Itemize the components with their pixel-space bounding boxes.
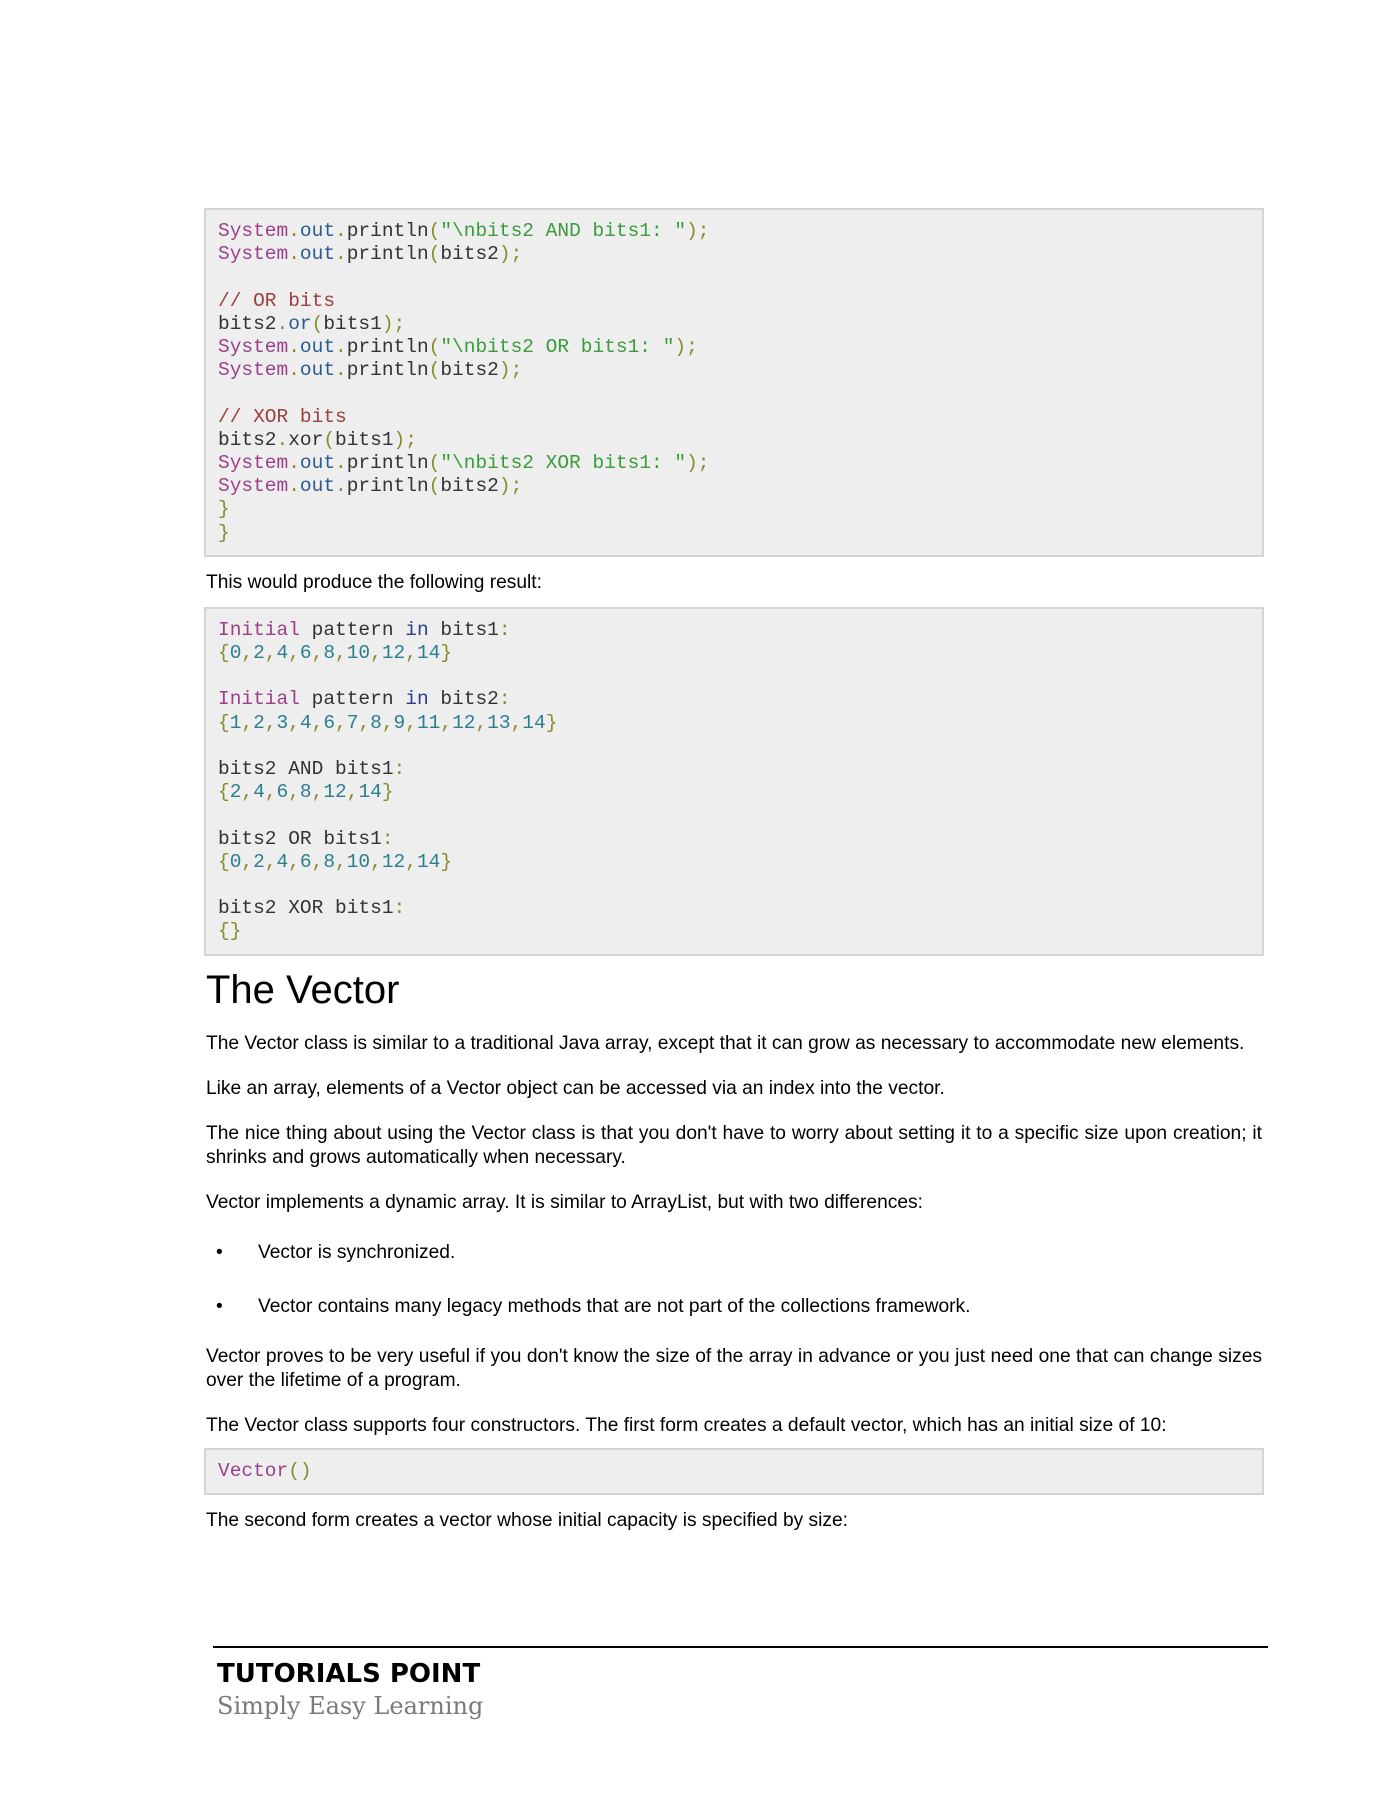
code-token: . xyxy=(335,336,347,358)
code-token: println xyxy=(346,475,429,498)
code-line xyxy=(218,851,1250,874)
code-token: 14 xyxy=(416,850,441,873)
code-token: , xyxy=(264,711,277,734)
code-token: bits1 xyxy=(335,428,394,451)
list-item xyxy=(204,1241,1264,1265)
code-token: , xyxy=(311,850,324,873)
page-footer xyxy=(213,1646,1268,1722)
footer-tagline: Simply Easy Learning xyxy=(217,1692,484,1720)
code-token: System xyxy=(218,336,289,358)
code-token: , xyxy=(346,781,359,804)
code-line xyxy=(218,712,1250,735)
paragraph-second-form: The second form creates a vector whose initial capacity is specified by size: xyxy=(206,1509,849,1531)
code-token: 2 xyxy=(253,711,265,734)
code-token: } xyxy=(440,850,453,873)
page-content xyxy=(204,208,1264,1533)
code-token: bits1 xyxy=(323,312,382,335)
code-token: ); xyxy=(381,312,406,335)
code-token: pattern xyxy=(299,688,406,711)
code-token: bits2 xyxy=(218,428,277,451)
code-token: out xyxy=(299,359,336,382)
code-line xyxy=(218,429,1250,452)
code-line xyxy=(218,266,1250,289)
code-token: , xyxy=(510,711,523,734)
code-token: ); xyxy=(498,359,523,382)
code-token: , xyxy=(241,642,254,665)
code-token: } xyxy=(218,498,230,521)
code-token: in xyxy=(405,688,429,711)
code-token: ( xyxy=(428,475,441,498)
code-token: . xyxy=(335,452,347,474)
code-token: 10 xyxy=(346,642,371,665)
code-token: 9 xyxy=(393,711,406,734)
bullet-icon: • xyxy=(216,1241,223,1263)
code-token: Vector xyxy=(218,1459,289,1482)
code-token: , xyxy=(311,781,324,804)
code-token: . xyxy=(288,359,300,382)
code-token: 11 xyxy=(416,711,441,734)
code-token: () xyxy=(288,1459,312,1482)
code-token: : xyxy=(393,897,406,920)
code-line xyxy=(218,804,1250,827)
code-line xyxy=(218,897,1250,920)
code-token: "\nbits2 XOR bits1: " xyxy=(440,452,687,474)
list-item-text: Vector is synchronized. xyxy=(258,1241,456,1263)
code-token: , xyxy=(405,711,417,734)
paragraph-vector-useful: Vector proves to be very useful if you don't know the size of the array in advance or you just need one that can change sizes over the lifetime of a program. xyxy=(206,1345,1262,1391)
code-token: , xyxy=(405,850,417,873)
code-token: println xyxy=(346,452,429,474)
code-token: { xyxy=(218,781,230,804)
code-token: out xyxy=(299,475,336,498)
code-token: System xyxy=(218,475,289,498)
code-block-constructor xyxy=(204,1448,1264,1495)
code-token: 0 xyxy=(229,642,242,665)
code-token: 12 xyxy=(323,781,347,804)
code-token: out xyxy=(299,336,336,358)
code-token: . xyxy=(288,243,300,266)
section-heading: The Vector xyxy=(206,967,400,1012)
code-token: bits2 xyxy=(440,359,499,382)
code-token: ( xyxy=(428,336,441,358)
code-token: // XOR bits xyxy=(218,405,347,428)
code-token: bits2 XOR bits1 xyxy=(218,897,394,920)
code-token: { xyxy=(218,711,230,734)
code-token: 14 xyxy=(358,781,382,804)
code-token: ); xyxy=(674,336,698,358)
code-token: , xyxy=(335,711,347,734)
code-line xyxy=(218,382,1250,405)
code-token: 10 xyxy=(346,850,371,873)
code-token: println xyxy=(346,336,429,358)
code-token: 3 xyxy=(276,711,289,734)
code-token: System xyxy=(218,243,289,266)
code-line xyxy=(218,243,1250,266)
code-token: 12 xyxy=(381,850,406,873)
code-token: } xyxy=(440,642,453,665)
code-token: ); xyxy=(498,475,523,498)
code-token: , xyxy=(288,850,300,873)
code-line xyxy=(218,665,1250,688)
paragraph-vector-resize: The nice thing about using the Vector class is that you don't have to worry about setting it to a specific size upon creation; it shrinks and grows automatically when necessary. xyxy=(206,1122,1262,1168)
code-token: out xyxy=(299,243,336,266)
code-token: bits2 xyxy=(440,475,499,498)
code-token: , xyxy=(241,711,254,734)
code-token: , xyxy=(264,781,277,804)
code-token: 6 xyxy=(299,850,312,873)
code-token: 13 xyxy=(487,711,511,734)
list-item xyxy=(204,1295,1264,1319)
code-token: 12 xyxy=(381,642,406,665)
code-token: ( xyxy=(428,359,441,382)
code-token: . xyxy=(276,428,289,451)
code-token: System xyxy=(218,359,289,382)
code-token: , xyxy=(475,711,488,734)
code-token: ( xyxy=(323,428,336,451)
code-token: 12 xyxy=(452,711,476,734)
code-line xyxy=(218,290,1250,313)
paragraph-vector-dynamic: Vector implements a dynamic array. It is similar to ArrayList, but with two differences: xyxy=(206,1191,923,1213)
code-token: . xyxy=(288,475,300,498)
paragraph-vector-constructors: The Vector class supports four constructors. The first form creates a default vector, which has an initial size of 10: xyxy=(206,1414,1167,1436)
code-line xyxy=(218,828,1250,851)
code-line xyxy=(218,758,1250,781)
code-token: } xyxy=(218,521,230,544)
code-token: { xyxy=(218,850,230,873)
code-line xyxy=(218,220,1250,243)
code-token: : xyxy=(498,688,511,711)
code-token: ); xyxy=(686,220,710,242)
code-token: , xyxy=(370,642,382,665)
code-token: // OR bits xyxy=(218,289,336,312)
code-token: 8 xyxy=(323,642,336,665)
code-line xyxy=(218,1460,1250,1483)
code-token: , xyxy=(335,850,347,873)
code-token: "\nbits2 OR bits1: " xyxy=(440,336,675,358)
code-token: println xyxy=(346,243,429,266)
code-token: 8 xyxy=(323,850,336,873)
code-token: 6 xyxy=(299,642,312,665)
code-token: : xyxy=(498,618,511,641)
code-token: 2 xyxy=(229,781,242,804)
paragraph-vector-index: Like an array, elements of a Vector object can be accessed via an index into the vector. xyxy=(206,1077,945,1099)
code-token: Initial xyxy=(218,618,300,641)
code-token: } xyxy=(381,781,394,804)
code-token: ); xyxy=(393,428,417,451)
code-line xyxy=(218,452,1250,475)
code-token: bits2 xyxy=(218,312,277,335)
code-token: 6 xyxy=(276,781,289,804)
code-token: ( xyxy=(428,220,441,242)
code-token: , xyxy=(288,781,300,804)
code-token: . xyxy=(288,452,300,474)
code-token: , xyxy=(264,850,277,873)
code-token: . xyxy=(335,243,347,266)
code-token: 4 xyxy=(276,850,289,873)
code-token: . xyxy=(288,336,300,358)
code-token: , xyxy=(264,642,277,665)
code-line xyxy=(218,735,1250,758)
code-line xyxy=(218,336,1250,359)
code-token: ( xyxy=(428,243,441,266)
code-line xyxy=(218,688,1250,711)
code-token: out xyxy=(299,452,336,474)
code-token: Initial xyxy=(218,688,300,711)
code-token: bits2 xyxy=(428,688,499,711)
code-token: , xyxy=(335,642,347,665)
code-block-output xyxy=(204,607,1264,956)
code-token: bits2 OR bits1 xyxy=(218,827,382,850)
code-line xyxy=(218,781,1250,804)
code-token: , xyxy=(358,711,371,734)
code-token: 0 xyxy=(229,850,242,873)
code-token: . xyxy=(335,220,347,242)
code-token: or xyxy=(288,312,312,335)
code-block-bitset-ops xyxy=(204,208,1264,557)
code-token: System xyxy=(218,220,289,242)
code-token: 14 xyxy=(522,711,546,734)
code-token: . xyxy=(276,312,289,335)
code-token: 2 xyxy=(253,642,265,665)
code-token: : xyxy=(393,758,406,780)
code-token: , xyxy=(370,850,382,873)
code-line xyxy=(218,874,1250,897)
code-line xyxy=(218,642,1250,665)
code-token: xor xyxy=(288,428,324,451)
code-token: 8 xyxy=(370,711,382,734)
code-line xyxy=(218,619,1250,642)
code-token: 8 xyxy=(299,781,312,804)
code-token: pattern xyxy=(299,618,406,641)
code-token: out xyxy=(299,220,336,242)
code-token: , xyxy=(288,711,300,734)
code-line xyxy=(218,313,1250,336)
code-token: 4 xyxy=(253,781,265,804)
code-token: println xyxy=(346,220,429,242)
code-token: in xyxy=(405,618,429,641)
code-token: 6 xyxy=(323,711,336,734)
differences-list xyxy=(204,1241,1264,1319)
code-token: bits1 xyxy=(428,618,499,641)
code-token: 4 xyxy=(299,711,312,734)
list-item-text: Vector contains many legacy methods that are not part of the collections framework. xyxy=(258,1295,971,1317)
code-token: 4 xyxy=(276,642,289,665)
code-token: . xyxy=(288,220,300,242)
code-token: , xyxy=(405,642,417,665)
code-token: 1 xyxy=(229,711,242,734)
footer-brand: TUTORIALS POINT xyxy=(217,1659,481,1689)
code-token: , xyxy=(288,642,300,665)
code-token: . xyxy=(335,475,347,498)
code-line xyxy=(218,359,1250,382)
code-token: , xyxy=(311,642,324,665)
code-token: , xyxy=(311,711,324,734)
code-token: , xyxy=(440,711,453,734)
result-intro-text: This would produce the following result: xyxy=(206,571,542,593)
code-token: 2 xyxy=(253,850,265,873)
code-token: { xyxy=(218,642,230,665)
code-token: : xyxy=(381,827,394,850)
code-token: , xyxy=(241,850,254,873)
code-line xyxy=(218,522,1250,545)
code-token: bits2 AND bits1 xyxy=(218,758,394,780)
code-line xyxy=(218,920,1250,943)
code-token: } xyxy=(545,711,558,734)
code-token: "\nbits2 AND bits1: " xyxy=(440,220,687,242)
code-token: 14 xyxy=(416,642,441,665)
code-token: ( xyxy=(311,312,324,335)
code-token: ( xyxy=(428,452,441,474)
bullet-icon: • xyxy=(216,1295,223,1317)
code-token: {} xyxy=(218,920,242,943)
code-line xyxy=(218,475,1250,498)
code-line xyxy=(218,406,1250,429)
code-token: , xyxy=(381,711,394,734)
code-token: , xyxy=(241,781,254,804)
code-token: ); xyxy=(686,452,710,474)
code-token: bits2 xyxy=(440,243,499,266)
paragraph-vector-intro: The Vector class is similar to a traditional Java array, except that it can grow as necessary to accommodate new elements. xyxy=(206,1032,1245,1054)
code-token: ); xyxy=(498,243,523,266)
code-token: println xyxy=(346,359,429,382)
code-token: 7 xyxy=(346,711,359,734)
code-token: System xyxy=(218,452,289,474)
code-token: . xyxy=(335,359,347,382)
code-line xyxy=(218,498,1250,521)
